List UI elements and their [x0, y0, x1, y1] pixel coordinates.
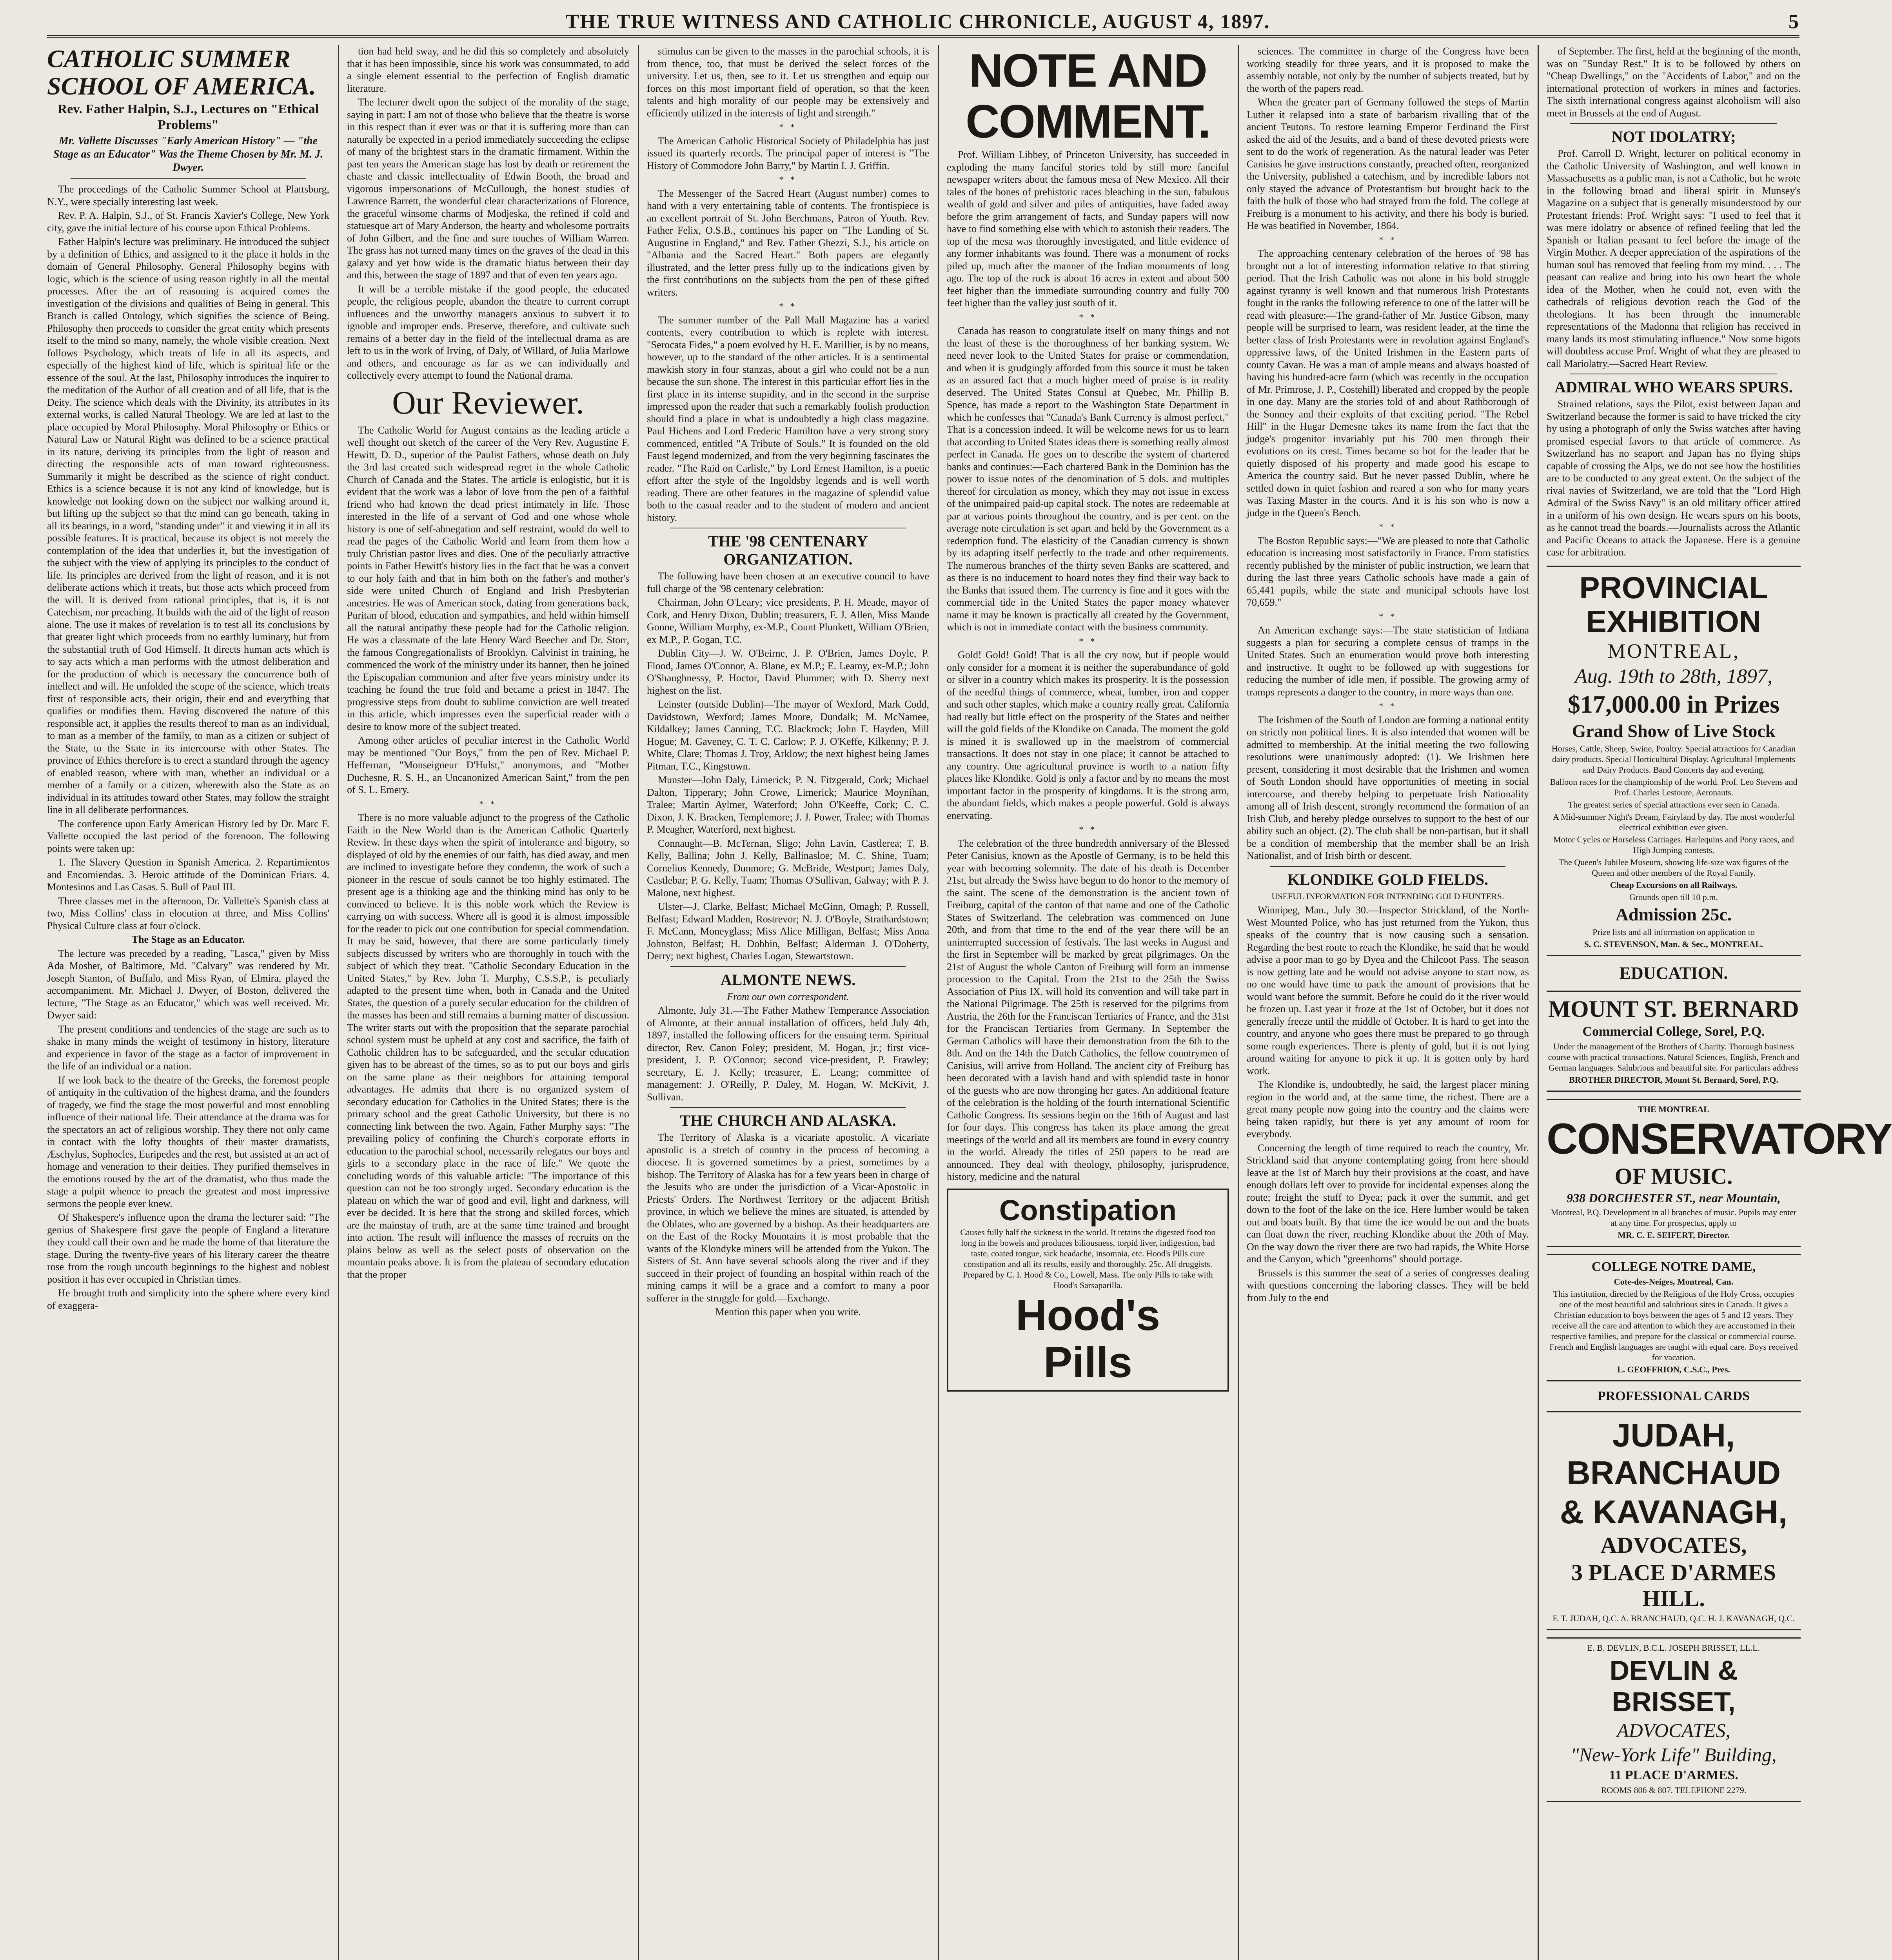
- masthead-title: THE TRUE WITNESS AND CATHOLIC CHRONICLE, AUGUST 4, 1897.: [565, 10, 1270, 33]
- ad-heading: PROVINCIAL EXHIBITION: [1579, 570, 1768, 639]
- article-paragraph: The Klondike is, undoubtedly, he said, the largest placer mining region in the world and, at the same time, the richest. There are a great many people now going into the country and the claims were being taken rapidly, but there is yet any amount of room for everybody.: [1247, 1079, 1529, 1140]
- article-paragraph: The Territory of Alaska is a vicariate apostolic. A vicariate apostolic is a stretch of country in the process of becoming a diocese. It is governed sometimes by a priest, sometimes by a bishop. The Territory of Alaska has for a few years been in charge of the Jesuits who are under the jurisdiction of a Vicar-Apostolic in Priests' Orders. The Northwest Territory or the adjacent British province, in which we believe the mines are situated, is attended by the Oblates, who are governed by a bishop. As their headquarters are on the East of the Rocky Mountains it is most probable that the wants of the Klondyke miners will be attended from the Yukon. The Sisters of St. Ann have several schools along the river and if they succeed in their project of founding an hospital within reach of the mining camps it will be a grace and a comfort to many a poor sufferer in the struggle for gold.—Exchange.: [647, 1132, 929, 1304]
- headline-centenary: THE '98 CENTENARY ORGANIZATION.: [708, 532, 868, 568]
- ad-heading-2: & KAVANAGH,: [1560, 1493, 1788, 1530]
- ad-building: "New-York Life" Building,: [1571, 1743, 1777, 1766]
- ad-heading: MOUNT ST. BERNARD: [1548, 996, 1799, 1022]
- ad-text: Montreal, P.Q. Development in all branches of music. Pupils may enter at any time. For prospectus, apply to: [1551, 1207, 1797, 1228]
- deck-vallette: Mr. Vallette Discusses "Early American History" — "the Stage as an Educator" Was the Theme Chosen by Mr. M. J. Dwyer.: [53, 135, 323, 174]
- ad-text: Balloon races for the championship of the world. Prof. Leo Stevens and Prof. Charles Lestoure, Aeronauts.: [1550, 777, 1798, 797]
- ad-text: The Queen's Jubilee Museum, showing life-size wax figures of the Queen and other members of the Royal Family.: [1558, 857, 1789, 878]
- headline-alaska: THE CHURCH AND ALASKA.: [680, 1112, 896, 1129]
- ad-constipation-heading: Constipation: [999, 1194, 1177, 1227]
- ad-text: Cheap Excursions on all Railways.: [1610, 880, 1738, 890]
- article-paragraph: The lecturer dwelt upon the subject of the morality of the stage, saying in part: I am not of those who believe that the theatre is worse in this respect than it ever was or that it is suffering more than can naturally be expected in a period immediately succeeding the eclipse of many of the brightest stars in the dramatic firmament. Within the past ten years the American stage has lost by death or retirement the chaste and classic intellectuality of Edwin Booth, the broad and vigorous impersonations of McCullough, the honest studies of Lawrence Barrett, the wonderful clear characterizations of Florence, the graceful winsome charms of Modjeska, the refined if cold and statuesque art of Mary Anderson, the hearty and wholesome portraits of John Gilbert, and the fine and sure touches of William Warren. The grass has not turned many times on the graves of the dead in this galaxy and yet how wide is the dramatic hiatus between their day and this, between the stage of 1897 and that of even ten years ago.: [347, 96, 629, 281]
- article-paragraph: Chairman, John O'Leary; vice presidents, P. H. Meade, mayor of Cork, and Henry Dixon, Dublin; treasurers, F. J. Allen, Miss Maude Gonne, William Murphy, ex-M.P., Count Plunkett, William O'Brien, ex M.P., P. Gogan, T.C.: [647, 597, 929, 645]
- ad-heading: COLLEGE NOTRE DAME,: [1591, 1259, 1756, 1274]
- section-ornament: * *: [779, 301, 797, 311]
- column-1: [47, 45, 329, 1960]
- ad-heading: DEVLIN & BRISSET,: [1609, 1655, 1738, 1717]
- column-6: [1547, 45, 1892, 1960]
- ad-subheading: ADVOCATES,: [1617, 1719, 1730, 1741]
- article-paragraph: Brussels is this summer the seat of a series of congresses dealing with questions concerning the laboring classes. They will be held from July to the end: [1247, 1267, 1529, 1303]
- article-paragraph: Father Halpin's lecture was preliminary. He introduced the subject by a definition of Ethics, and assigned to it the place it holds in the domain of General Philosophy. General Philosophy begins with logic, which is the science of using reason rightly in all the mental processes. After the art of reasoning is acquired comes the investigation of the divisions and qualities of Being in general. This Branch is called Ontology, which signifies the science of Being. Philosophy then proceeds to consider the great entity which presents itself to the mind so many, namely, the whole visible creation. Next follows Psychology, which treats of life in all its aspects, and especially of the highest kind of life, which is spiritual life or the essence of the soul. At the last, Philosophy introduces the inquirer to the meditation of the Author of all creation and of all life, that is the Deity. The science which deals with the Divinity, its attributes in its external works, is called Natural Theology. We are led at last to the place occupied by Moral Philosophy. Moral Philosophy or Ethics or Natural Law or Natural Right was defined to be a science practical in its nature, deriving its principles from the light of reason and directing the responsible acts of man toward righteousness. Summarily it might be described as the science of right conduct. Ethics is a science because it is not any kind of knowledge, but is knowledge not looking down on the subject nor walking around it, but lifting up the subject so that the mind can go beneath, taking in all its bearings, in a word, "standing under" it and viewing it in all its possible features. It is practical, because its object is not merely the contemplation of the idea that underlies it, but the investigation of the subject with the view of applying its principles to the conduct of life. Its principles are derived from the light of reason, and it is not deliberate actions which it treats, but those acts which proceed from the will. It is derived from rational principles, that is, it is not Catechism, nor preaching. It builds with the aid of the light of reason alone. The use it makes of revelation is to test all its conclusions by that greater light which proceeds from no earthly luminary, but from the substantial truth of God Himself. It directs human acts which is to say acts which a man performs with the utmost deliberation and for the production of which is necessary the concurrence both of intellect and will. He unfolded the scope of the science, which treats first of responsible acts, their origin, their end and everything that qualifies or modifies them. Having discovered the nature of this responsible act, it applies the results thereof to man as an individual, to man as a member of the family, to man as a citizen or subject of the State, to the State in its intercourse with other States. The province of Ethics therefore is to erect a standard through the agency of enabled reason, where with man, whether an individual or a member of a family or a citizen, wherewith also the State as an individual in its attitudes toward other States, may follow the straight line in all deliberate performances.: [47, 236, 329, 815]
- section-ornament: * *: [1079, 824, 1097, 834]
- article-paragraph: Winnipeg, Man., July 30.—Inspector Strickland, of the North-West Mounted Police, who has just returned from the Yukon, thus speaks of the country that is now causing such a sensation. Regarding the best route to reach the Klondike, he said that he would advise a poor man to go by Dyea and the Chilcoot Pass. The season is now getting late and he would not advise anyone to start now, as no one would have time to pack the amount of provisions that he would want before the summit. Before he could do it the river would be frozen up. Last year it froze at the 1st of October, but it does not generally freeze until the middle of October. It is hard to get into the country, and anyone who goes there must be prepared to go through some rough experiences. There is plenty of gold, but it is not lying around waiting for anyone to pick it up. It is gotten only by hard work.: [1247, 904, 1529, 1076]
- article-paragraph: Gold! Gold! Gold! That is all the cry now, but if people would only consider for a moment it is neither the superabundance of gold or silver in a country which makes its prosperity. It is the possession of the needful things of commerce, wheat, lumber, iron and copper and such other staples, which make a country really great. California had really but little effect on the prosperity of the States and neither will the gold fields of the Klondike on Canada. The moment the gold is mined it is swallowed up in the maelstrom of commercial transactions. It does not stay in one place; it cannot be attached to any country. One agricultural province is worth to a nation fifty places like Klondike. Gold is only a factor and by no means the most important factor in the prosperity of kingdoms. It is the strong arm, the abundant fields, which makes a people powerful. Gold is always enervating.: [947, 649, 1229, 821]
- mention-paper-note: Mention this paper when you write.: [715, 1306, 861, 1318]
- mount-st-bernard-ad: [1547, 991, 1801, 1092]
- ad-heading: CONSERVATORY: [1547, 1114, 1892, 1163]
- article-paragraph: tion had held sway, and he did this so completely and absolutely that it has been impossible, since his work was consummated, to add a single element essential to the perfection of English dramatic literature.: [347, 45, 629, 94]
- article-paragraph: Connaught—B. McTernan, Sligo; John Lavin, Castlerea; T. B. Kelly, Ballina; John J. Kelly, Ballinasloe; M. C. Shine, Tuam; Cornelius Kennedy, Dunmore; G. McBride, Westport; James Daly, Castlebar; P. G. Kelly, Tuam; Thomas O'Sullivan, Galway; with P. J. Malone, next highest.: [647, 837, 929, 898]
- section-ornament: * *: [779, 122, 797, 132]
- divider: [71, 178, 306, 179]
- article-paragraph: If we look back to the theatre of the Greeks, the foremost people of antiquity in the cultivation of the highest drama, and the founders of tragedy, we find the stage the most powerful and most ennobling influence of their national life. Their attendance at the drama was for the spectators an act of religious worship. They there not only came in contact with the lofty thoughts of their master dramatists, Æschylus, Sophocles, Euripedes and the rest, but assisted at an act of homage and veneration to their deities. They purified themselves in the emotions roused by the art of the dramatist, who thus made the stage a pulpit whence to preach the greatest and most impressive sermons the people ever knew.: [47, 1074, 329, 1209]
- article-paragraph: Concerning the length of time required to reach the country, Mr. Strickland said that anyone contemplating going from here should leave at the 1st of March buy their provisions at the coast, and have enough dollars left over to provide for incidental expenses along the route; freight the stuff to Dyea; pack it over the summit, and get down to the foot of the lake on the ice. Here lumber would be taken out and boats built. By that time the ice would be out and the boats can float down the river, reaching Klondike about the 20th of May. On the way down the river there are two bad rapids, the White Horse and the Canyon, which "greenhorns" should portage.: [1247, 1142, 1529, 1265]
- article-paragraph: The American Catholic Historical Society of Philadelphia has just issued its quarterly records. The principal paper of interest is "The History of Commodore John Barry," by Martin I. J. Griffin.: [647, 135, 929, 171]
- column-rule: [638, 45, 639, 1960]
- divider: [1570, 123, 1777, 124]
- article-paragraph: Ulster—J. Clarke, Belfast; Michael McGinn, Omagh; P. Russell, Belfast; Edward Madden, Rostrevor; N. J. O'Boyle, Strathardstown; F. McCann, Moneyglass; Miss Alice Milligan, Belfast; Miss Anna Johnston, Belfast; H. Dobbin, Belfast; Alderman J. O'Doherty, Derry; next highest, Charles Logan, Stewartstown.: [647, 901, 929, 962]
- ad-city: MONTREAL,: [1607, 640, 1740, 662]
- article-paragraph: of September. The first, held at the beginning of the month, was on "Sunday Rest." It is to be followed by others on "Cheap Dwellings," on the "Accidents of Labor," and on the international protection of workers in mines and factories. The sixth international congress against alcoholism will also meet in Brussels at the end of August.: [1547, 45, 1801, 119]
- article-paragraph: 1. The Slavery Question in Spanish America. 2. Repartimientos and Encomiendas. 3. Heroic attitude of the Dominican Friars. 4. Montesinos and Las Casas. 5. Bull of Paul III.: [47, 857, 329, 893]
- section-ornament: * *: [479, 799, 497, 809]
- headline-admiral: ADMIRAL WHO WEARS SPURS.: [1554, 378, 1793, 396]
- article-paragraph: Dublin City—J. W. O'Beirne, J. P. O'Brien, James Doyle, P. Flood, James O'Connor, A. Blane, ex M.P.; E. Leamy, ex-M.P.; John O'Shaughnessy, P. Hoctor, David Plummer; with D. Sherry next highest on the list.: [647, 648, 929, 696]
- headline-klondike: KLONDIKE GOLD FIELDS.: [1287, 870, 1489, 888]
- article-paragraph: The proceedings of the Catholic Summer School at Plattsburg, N.Y., were specially interesting last week.: [47, 183, 329, 207]
- ad-contact: L. GEOFFRION, C.S.C., Pres.: [1617, 1364, 1730, 1374]
- column-rule: [1238, 45, 1239, 1960]
- ad-prizes: $17,000.00 in Prizes: [1567, 690, 1780, 718]
- article-paragraph: Rev. P. A. Halpin, S.J., of St. Francis Xavier's College, New York city, gave the initial lecture of his course upon Ethical Problems.: [47, 210, 329, 234]
- ad-heading: JUDAH, BRANCHAUD: [1567, 1416, 1781, 1491]
- article-paragraph: The conference upon Early American History led by Dr. Marc F. Vallette occupied the last period of the forenoon. The following points were taken up:: [47, 818, 329, 854]
- column-4: [947, 45, 1229, 1960]
- ad-subheading: Cote-des-Neiges, Montreal, Can.: [1614, 1276, 1734, 1287]
- divider: [1270, 866, 1505, 867]
- article-paragraph: The Irishmen of the South of London are forming a national entity on strictly non political lines. It is also intended that women will be admitted to membership. At the initial meeting the two following resolutions were unanimously adopted: (1). We Irishmen here present, considering it most desirable that the Irishmen and women of South London should have opportunities of meeting in social intercourse, and thereby helping to perpetuate Irish Nationality among all of Irish descent, strongly recommend the formation of an Irish Club, and hereby pledge ourselves to support to the best of our ability such an object. (2). The club shall be non-partisan, but it shall be a condition of membership that the member shall be an Irish Nationalist, and of Irish birth or descent.: [1247, 714, 1529, 861]
- ad-admission: Admission 25c.: [1615, 904, 1732, 924]
- article-paragraph: There is no more valuable adjunct to the progress of the Catholic Faith in the New World than is the American Catholic Quarterly Review. In these days when the spirit of intolerance and bigotry, so displayed of old by the enemies of our faith, has died away, and men are inclined to investigate before they condemn, the work of such a pioneer in the rescue of souls cannot be too highly estimated. The present age is a thinking age and the thinking mind has only to be convinced to believe. It is this noble work which the Review is carrying on with success. Where all is good it is almost impossible for the reader to pick out one contribution for special commendation. It may be said, however, that there are some particularly timely subjects discussed by writers who are thoroughly in touch with the subject of which they treat. "Catholic Secondary Education in the United States," by Rev. John T. Murphy, C.S.S.P., is peculiarly adapted to the present time when, both in Canada and the United States, the question of a purely secular education for the children of the masses has been and still remains a burning matter of discussion. The writer starts out with the proposition that the separate parochial school system must be upheld at any cost and sacrifice, the faith of Catholic children has to be safeguarded, and the secular education given has to be abreast of the times, so as to put our boys and girls on the same plane as their neighbors for attaining temporal advantages. He admits that there is no organized system of secondary education for Catholics in the United States; there is the primary school and the great Catholic University, but there is no connecting link between the two. Again, Father Murphy says: "The prevailing policy of confining the Church's corporate efforts in education to the parochial school, necessarily relegates our boys and girls to a secondary place in the race of life." We quote the concluding words of this valuable article: "The importance of this question can not be too strongly urged. Secondary education is the plateau on which the war of good and evil, light and darkness, will ever be decided. It is here that the strong and skilled forces, which are the mainstay of truth, are at the same time trained and brought into action. The result will influence the masses of recruits on the plains below as well as the select posts of observation on the mountain peaks above. It is from the plateau of secondary education that the proper: [347, 812, 629, 1280]
- section-ornament: * *: [1379, 234, 1397, 245]
- ad-contact: S. C. STEVENSON, Man. & Sec., MONTREAL.: [1584, 939, 1763, 949]
- article-paragraph: sciences. The committee in charge of the Congress have been working steadily for three years, and it is proposed to make the assembly notable, not only by the number of subjects treated, but by the worth of the papers read.: [1247, 45, 1529, 94]
- article-paragraph: Of Shakespere's influence upon the drama the lecturer said: "The genius of Shakespere first gave the people of England a literature they could call their own and he made the home of that literature the stage. During the twenty-five years of his literary career the theatre rose from the rough uncouth beginnings to the highest and noblest position it has ever occupied in Christian times.: [47, 1212, 329, 1285]
- article-paragraph: It will be a terrible mistake if the good people, the educated people, the religious people, abandon the theatre to current corrupt influences and the unworthy managers anxious to subvert it to ignoble and improper ends. Preserve, therefore, and cultivate such remains of a better day in the field of the intellectual drama as are left to us in the work of Irving, of Daly, of Willard, of Julia Marlowe and others, and encourage as far as we can individually and collectively every attempt to found the National drama.: [347, 283, 629, 381]
- divider: [670, 966, 906, 967]
- klondike-subhead: USEFUL INFORMATION FOR INTENDING GOLD HUNTERS.: [1271, 891, 1504, 901]
- page-number: 5: [1789, 10, 1799, 33]
- article-paragraph: Strained relations, says the Pilot, exist between Japan and Switzerland because the former is said to have tricked the city by using a photograph of only the Swiss watches after having promised especial favors to that article of commerce. As Switzerland has no seaport and Japan has no flying ships capable of crossing the Alps, we do not see how the hostilities are to be conducted to any great extent. On the subject of the rival navies of Switzerland, we are told that the "Lord High Admiral of the Swiss Navy" is an old military officer attired in a uniform of his own design. He wears spurs on his boots, as he cannot tread the boards.—Journalists across the Atlantic and Pacific Oceans to attack the Japanese. Here is a genuine case for arbitration.: [1547, 398, 1801, 558]
- article-paragraph: Canada has reason to congratulate itself on many things and not the least of these is the thoroughness of her banking system. We need never look to the United States for praise or commendation, and when it is grudgingly afforded from this source it must be taken as an assured fact that a much higher meed of praise is in reality deserved. The United States Consul at Quebec, Mr. Phillip B. Spence, has made a report to the Washington State Department in which he confesses that "Canada's Bank Currency is almost perfect." That is a concession indeed. It will be welcome news for us to learn that according to United States ideas there is something really almost perfect in Canada. He goes on to describe the system of chartered banks and continues:—Each chartered Bank in the Dominion has the power to issue notes of the denomination of 5 dols. and multiples thereof for circulation as money, which they may not issue in excess of the unimpaired paid-up capital stock. The notes are redeemable at par at various points throughout the country, and is per cent. on the average note circulation is set apart and held by the Government as a redemption fund. The elasticity of the Canadian currency is shown by its adapting itself perfectly to the trade and other requirements. The numerous branches of the thirty seven Banks are scattered, and as there is no inducement to hoard notes they find their way back to the Banks that issued them. The currency is fine and it goes with the commercial tide in the United States the paper money whatever name it may be known is practically all created by the Government, which is not in immediate contact with the business community.: [947, 325, 1229, 633]
- education-heading: EDUCATION.: [1619, 963, 1728, 983]
- almonte-byline: From our own correspondent.: [727, 991, 849, 1002]
- ad-address: 938 DORCHESTER ST., near Mountain,: [1567, 1191, 1781, 1205]
- ad-partners: E. B. DEVLIN, B.C.L. JOSEPH BRISSET, LL.L.: [1587, 1642, 1760, 1653]
- ad-partners: F. T. JUDAH, Q.C. A. BRANCHAUD, Q.C. H. J. KAVANAGH, Q.C.: [1552, 1613, 1795, 1623]
- article-paragraph: The Boston Republic says:—"We are pleased to note that Catholic education is increasing most satisfactorily in France. From statistics recently published by the minister of public instruction, we learn that during the last three years Catholic schools have made a gain of 65,441 pupils, while the state and municipal schools have lost 70,659.": [1247, 535, 1529, 608]
- ad-livestock: Grand Show of Live Stock: [1572, 720, 1776, 741]
- subhead-stage: The Stage as an Educator.: [131, 934, 245, 945]
- column-5: [1247, 45, 1529, 1960]
- masthead: [47, 8, 1799, 38]
- ad-contact: BROTHER DIRECTOR, Mount St. Bernard, Sorel, P.Q.: [1569, 1074, 1778, 1085]
- article-paragraph: The lecture was preceded by a reading, "Lasca," given by Miss Ada Mosher, of Baltimore, Md. "Calvary" was rendered by Mr. Joseph Stanton, of Buffalo, and Miss Ryan, of Elmira, played the accompaniment. Mr. Michael J. Dwyer, of Boston, delivered the lecture, "The Stage as an Educator," which was well received. Mr. Dwyer said:: [47, 947, 329, 1021]
- article-paragraph: An American exchange says:—The state statistician of Indiana suggests a plan for securing a complete census of tramps in the United States. Such an enumeration would prove both interesting and instructive. It ought to be followed up with suggestions for reducing the number of idle men, if possible. The growing army of tramps represents a danger to the country, in more ways than one.: [1247, 624, 1529, 698]
- ad-subheading: Commercial College, Sorel, P.Q.: [1582, 1024, 1765, 1039]
- headline-not-idolatry: NOT IDOLATRY;: [1611, 128, 1736, 145]
- article-paragraph: Prof. Carroll D. Wright, lecturer on political economy in the Catholic University of Washington, and well known in Massachusetts as a public man, is not a Catholic, but he wrote in the following broad and liberal spirit in Munsey's Magazine on a subject that is generally misunderstood by our Protestant friends: Prof. Wright says: "I used to feel that it was mere idolatry or absence of refined feeling that led the Spanish or Italian peasant to feel before the image of the Virgin Mother. A deeper appreciation of the aspirations of the human soul has removed that feeling from my mind. . . . The peasant can realize and bring into his own heart the whole idea of the Mother, when he could not, even with the cathedrals of religious devotion reach the God of the theologians. It has been through the innumerable representations of the Madonna that religion has received in many lands its most stimulating influence." Now some bigots will doubtless accuse Prof. Wright of what they are pleased to call Mariolatry.—Sacred Heart Review.: [1547, 148, 1801, 369]
- provincial-exhibition-ad: [1547, 566, 1801, 956]
- ad-text: This institution, directed by the Religious of the Holy Cross, occupies one of the most beautiful and salubrious sites in Canada. It gives a Christian education to boys between the ages of 5 and 12 years. They receive all the care and attention to which they are accustomed in their respective families, and prepare for the classical or commercial course. French and English languages are taught with equal care. Boys received for vacation.: [1549, 1289, 1798, 1362]
- section-ornament: * *: [1079, 312, 1097, 322]
- article-paragraph: The Messenger of the Sacred Heart (August number) comes to hand with a very entertaining table of contents. The frontispiece is an excellent portrait of St. John Berchmans, Patron of Youth. Rev. Father Felix, O.S.B., continues his paper on "The Landing of St. Augustine in England," and Rev. Father Ghezzi, S.J., his article on "Albania and the Sacred Heart." Both papers are elegantly illustrated, and the letter press fully up to the indications given by the first contributions on the subjects from the pen of these gifted writers.: [647, 187, 929, 298]
- headline-reviewer: Our Reviewer.: [392, 384, 584, 421]
- article-paragraph: The Catholic World for August contains as the leading article a well thought out sketch of the career of the Very Rev. Augustine F. Hewitt, D. D., superior of the Paulist Fathers, whose death on July the 3rd last created such widespread regret in the whole Catholic Church of Canada and the States. The article is eulogistic, but it is evident that the work was a labor of love from the pen of a faithful friend who had known the dead priest intimately in life. Those interested in the life of a servant of God and one whose whole history is one of self-abnegation and self restraint, would do well to read the pages of the Catholic World and learn from them how a truly Christian pastor lives and dies. One of the peculiarly attractive points in Father Hewitt's history lies in the fact that he was a convert to our holy faith and that in him both on the father's and mother's side were united Church of England and Irish Presbyterian ancestries. He was of American stock, dating from generations back, Puritan of blood, education and sympathies, and held within himself all the natural antipathy these people had for the Catholic religion. He was a classmate of the late Henry Ward Beecher and Dr. Storr, the famous Congregationalists of Brooklyn. Calvinist in training, he commenced the work of the ministry under its banner, then he joined the Episcopalian communion and after five years ministry under its teaching he found the true fold and became a priest in 1847. The progressive steps from doubt to sublime conviction are well treated in this article, which impresses even the superficial reader with a desire to know more of the subject treated.: [347, 424, 629, 732]
- headline-almonte: ALMONTE NEWS.: [720, 971, 856, 989]
- section-ornament: * *: [1079, 636, 1097, 646]
- ad-text: Prize lists and all information on application to: [1592, 927, 1755, 937]
- conservatory-ad: [1547, 1099, 1892, 1247]
- ad-address: 3 PLACE D'ARMES HILL.: [1571, 1559, 1776, 1611]
- column-rule: [938, 45, 939, 1960]
- ad-preheading: THE MONTREAL: [1638, 1104, 1709, 1114]
- ad-rooms: ROOMS 806 & 807. TELEPHONE 2279.: [1601, 1785, 1747, 1795]
- professional-cards-heading: PROFESSIONAL CARDS: [1597, 1388, 1750, 1403]
- section-ornament: * *: [1379, 522, 1397, 532]
- divider: [670, 1107, 906, 1108]
- article-paragraph: When the greater part of Germany followed the steps of Martin Luther it relapsed into a state of barbarism rivalling that of the ancient Teutons. To restore learning Emperor Ferdinand the First asked the aid of the Jesuits, and a band of these devoted priests were sent to do the work of regeneration. As the natural leader was Peter Canisius he gave instructions constantly, preached often, reorganized the University, published a catechism, and by incredible labors not only stayed the advance of Protestantism but brought back to the faith the bulk of those who had strayed from the fold. The college at Freiburg is a monument to his activity, and there his body is buried. He was beatified in November, 1864.: [1247, 96, 1529, 231]
- article-paragraph: The present conditions and tendencies of the stage are such as to shake in many minds the weight of testimony in history, literature and experience in favor of the stage as a factor of improvement in the life of an individual or a nation.: [47, 1023, 329, 1072]
- article-paragraph: Prof. William Libbey, of Princeton University, has succeeded in exploding the many fanciful stories told by still more fanciful newspaper writers about the famous mesa of New Mexico. All their tales of the bones of prehistoric races bleaching in the sun, fabulous wealth of gold and silver and piles of antiquities, have faded away before the grim arrangement of facts, and Sunday papers will now have to find something else with which to astonish their readers. The top of the mesa was thoroughly investigated, and little evidence of any former inhabitants was found. There was a monument of rocks piled up, much after the manner of the Indian monuments of long ago. The top of the rock is about 16 acres in extent and about 500 feet higher than the immediate surrounding country and fully 700 feet higher than the valley just south of it.: [947, 149, 1229, 309]
- ad-text: Motor Cycles or Horseless Carriages. Harlequins and Pony races, and High Jumping contests.: [1553, 834, 1794, 855]
- ad-hoods-heading: Hood's: [1015, 1291, 1160, 1339]
- section-ornament: * *: [779, 174, 797, 184]
- college-notre-dame-ad: [1547, 1254, 1801, 1381]
- article-paragraph: The summer number of the Pall Mall Magazine has a varied contents, every contribution to which is replete with interest. "Serocata Fides," a poem evolved by H. E. Marillier, is by no means, however, up to the standard of the other articles. It is a sentimental mawkish story in four stanzas, about a girl who could not be a nun because the sun shone. The interest in this particular effort lies in the first place in its intense stupidity, and in the second in the surprise impressed upon the reader that such a remarkably foolish production should find a place in what is undoubtedly a high class magazine. Paul Hichens and Lord Frederic Hamilton have a very strong story commenced, entitled "A Tribute of Souls." It is founded on the old Faust legend modernized, and from the very beginning fascinates the reader. "The Raid on Carlisle," by Lord Ernest Hamilton, is a poetic effort after the style of the Ingoldsby legends and is well worth reading. There are other features in the magazine of splendid value both to the casual reader and to the student of modern and ancient history.: [647, 314, 929, 523]
- article-paragraph: Almonte, July 31.—The Father Mathew Temperance Association of Almonte, at their annual installation of officers, held July 4th, 1897, installed the following officers for the ensuing term. Spiritual director, Rev. Canon Foley; president, M. Hogan, jr.; first vice-president, J. P. O'Connor; second vice-president, P. Frawley; secretary, E. J. Kelly; treasurer, E. Leang; committee of management: J. O'Reilly, P. Daley, M. Hogan, W. McKivit, J. Sullivan.: [647, 1005, 929, 1103]
- hoods-pills-ad: [947, 1189, 1229, 1392]
- ad-pills-heading: Pills: [1043, 1338, 1133, 1387]
- article-paragraph: The following have been chosen at an executive council to have full charge of the '98 centenary celebration:: [647, 570, 929, 594]
- ad-dates: Aug. 19th to 28th, 1897,: [1574, 665, 1773, 688]
- article-paragraph: Leinster (outside Dublin)—The mayor of Wexford, Mark Codd, Davidstown, Wexford; James Moore, Dundalk; M. McNamee, Kildalkey; James Canning, T.C. Blackrock; John F. Hayden, Mill Hogue; M. Gaveney, C. T. C. Carlow; P. J. O'Keffe, Kilkenny; P. J. White, Clare; Thomas J. Troy, Arklow; the next highest being James Pitman, T.C., Kingstown.: [647, 699, 929, 772]
- ad-body-text: Causes fully half the sickness in the world. It retains the digested food too long in the bowels and produces biliousness, torpid liver, indigestion, bad taste, coated tongue, sick headache, insomnia, etc. Hood's Pills cure constipation and all its results, easily and thoroughly. 25c. All druggists. Prepared by C. I. Hood & Co., Lowell, Mass. The only Pills to take with Hood's Sarsaparilla.: [960, 1227, 1216, 1290]
- ad-text: Horses, Cattle, Sheep, Swine, Poultry. Special attractions for Canadian dairy products. Special Horticultural Display. Agricultural Implements and Dairy Products. Band Concerts day and evening.: [1551, 743, 1796, 775]
- article-paragraph: He brought truth and simplicity into the sphere where every kind of exaggera-: [47, 1287, 329, 1311]
- headline-note-comment: NOTE AND COMMENT.: [966, 44, 1210, 148]
- judah-branchaud-kavanagh-card: [1547, 1411, 1801, 1630]
- article-paragraph: The celebration of the three hundredth anniversary of the Blessed Peter Canisius, known as the Apostle of Germany, is to be held this year with becoming solemnity. The date of his death is December 21st, but already the Swiss have begun to do honor to the memory of the saint. The scene of the demonstration is the ancient town of Freiburg, capital of the canton of that name and one of the Catholic States of Switzerland. The celebration was commenced on June 20th, and from that time to the end of the year there will be an uninterrupted succession of festivals. The last weeks in August and the first in September will be marked by great pilgrimages. On the 21st of August the whole Canton of Freiburg will form an immense procession to the Capital. From the 21st to the 25th the Swiss Association of Pius IX. will hold its convention and will take part in the National Pilgrimage. The 25th is reserved for the pilgrims from Austria, the 26th for the Franciscan Tertiaries of France, and the 31st for the Franciscan Tertiaries from Germany. In September the German Catholics will have their demonstration from the 6th to the 8th. And on the 14th the Dutch Catholics, the fellow countrymen of Canisius, will arrive from Holland. The ancient city of Freiburg has been decorated with a lavish hand and with splendid taste in honor of the guests who are now thronging her gates. An additional feature of the celebration is the holding of the fourth international Scientific Catholic Congress. Its sessions begin on the 16th of August and last for four days. This congress has taken its place among the great meetings of the world and all its members are found in every country in the world. Already the titles of 250 papers to be read are announced. They deal with theology, philosophy, jurisprudence, history, medicine and the natural: [947, 837, 1229, 1182]
- ad-text: The greatest series of special attractions ever seen in Canada.: [1568, 799, 1779, 809]
- article-paragraph: Among other articles of peculiar interest in the Catholic World may be mentioned "Our Boys," from the pen of Rev. Michael P. Heffernan, "Monseigneur D'Hulst," anonymous, and "Mother Duchesne, R. S. H., an Uncanonized American Saint," from the pen of S. L. Emery.: [347, 735, 629, 795]
- column-3: [647, 45, 929, 1960]
- headline-summer-school: CATHOLIC SUMMER SCHOOL OF AMERICA.: [47, 45, 316, 100]
- column-rule: [1538, 45, 1539, 1960]
- ad-text: Grounds open till 10 p.m.: [1629, 892, 1718, 902]
- ad-text: Under the management of the Brothers of Charity. Thorough business course with practical transactions. Natural Sciences, English, French and German languages. Salubrious and beautiful site. For particulars address: [1548, 1041, 1799, 1073]
- ad-text: A Mid-summer Night's Dream, Fairyland by day. The most wonderful electrical exhibition ever given.: [1552, 811, 1795, 832]
- ad-contact: MR. C. E. SEIFERT, Director.: [1618, 1230, 1730, 1240]
- section-ornament: * *: [1379, 611, 1397, 621]
- article-paragraph: The approaching centenary celebration of the heroes of '98 has brought out a lot of interesting information relative to that stirring period. That the Irish Catholic was not alone in his bold struggle against tyranny is well known and that numerous Irish Protestants fought in the ranks the following reference to one of the latter will be read with pleasure:—The grand-father of Mr. Justice Gibson, many people will be surprised to learn, was resident leader, at the time the better class of Irish Protestants were in revolution against England's oppressive laws, of the United Irishmen in the Eastern parts of county Cavan. He was a man of ample means and always boasted of having his hundred-acre farm (which was recently in the occupation of Mr. Primrose, J. P., Costehill) liberated and cropped by the people in one day. Many are the stories told of and about Rathborough of the Sonney and their exploits of that exciting period. "The Rebel Hill" in the Hugar Demesne takes its name from the fact that the judge's progenitor invariably put his 700 men through their evolutions on its crest. Times became so hot for the leader that he quietly disposed of his property and made good his escape to America the country said. But he never passed Dublin, where he settled down in quiet fashion and reared a son who for many years was Taxing Master in the courts. And it is his son who is now a judge in the Queen's Bench.: [1247, 248, 1529, 519]
- ad-subheading: ADVOCATES,: [1600, 1532, 1747, 1558]
- section-ornament: * *: [1379, 701, 1397, 711]
- article-paragraph: stimulus can be given to the masses in the parochial schools, it is from thence, too, that must be derived the select forces of the university. Let us, then, see to it. Let us strengthen and equip our forces on this most important field of operation, so that the keen talents and high morality of our people may be extensively and efficiently utilized in the interests of light and strength.": [647, 45, 929, 119]
- column-rule: [338, 45, 339, 1960]
- article-paragraph: Munster—John Daly, Limerick; P. N. Fitzgerald, Cork; Michael Dalton, Tipperary; John Crowe, Limerick; Maurice Moynihan, Tralee; Martin Aylmer, Waterford; John O'Keeffe, Cork; C. C. Dixon, J. K. Bracken, Templemore; J. J. Power, Tralee; with Thomas P. Meagher, Waterford, next highest.: [647, 774, 929, 835]
- subheadline-halpin: Rev. Father Halpin, S.J., Lectures on "Ethical Problems": [57, 102, 319, 132]
- column-2: [347, 45, 629, 1960]
- devlin-brisset-card: [1547, 1637, 1801, 1802]
- ad-subheading: OF MUSIC.: [1614, 1163, 1733, 1189]
- article-paragraph: Three classes met in the afternoon, Dr. Vallette's Spanish class at two, Miss Collins' class in elocution at three, and Miss Collins' Physical Culture class at four o'clock.: [47, 895, 329, 931]
- ad-address: 11 PLACE D'ARMES.: [1609, 1768, 1738, 1782]
